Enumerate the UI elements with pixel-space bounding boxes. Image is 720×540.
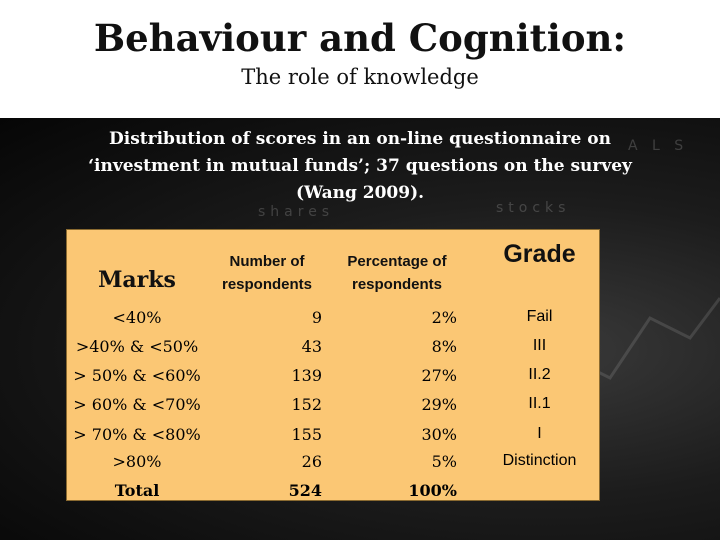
description-line-1: Distribution of scores in an on-line questionnaire on [109,129,611,149]
marks-cell: > 70% & <80% [73,425,201,444]
title-area [0,0,720,118]
total-label: Total [114,481,160,500]
slide-title: Behaviour and Cognition: [93,16,627,60]
header-number-line-1: Number of [229,253,305,270]
header-percentage-line-2: respondents [351,276,442,293]
description-text [20,126,700,207]
grade-cell: II.2 [528,366,551,383]
header-marks: Marks [98,267,176,293]
percentage-cell: 27% [421,366,457,385]
header-percentage-line-1: Percentage of [347,253,447,270]
marks-cell: <40% [112,308,162,327]
number-cell: 152 [291,395,322,414]
header-grade: Grade [503,240,576,268]
header-percentage-of-respondents [332,250,462,296]
background-word-stocks: stocks [496,200,571,216]
percentage-cell: 2% [431,308,457,327]
number-cell: 43 [301,337,322,356]
marks-cell: >80% [112,452,162,471]
percentage-cell: 30% [421,425,457,444]
background-word-shares: shares [258,204,335,220]
marks-cell: > 60% & <70% [73,395,201,414]
marks-cell: >40% & <50% [75,337,199,356]
number-cell: 139 [291,366,322,385]
slide-subtitle: The role of knowledge [241,65,479,89]
grade-cell: I [537,425,542,442]
percentage-cell: 5% [431,452,457,471]
total-number: 524 [288,481,322,500]
number-cell: 26 [301,452,322,471]
percentage-cell: 8% [431,337,457,356]
description-line-2: ‘investment in mutual funds’; 37 questions on the survey [88,156,632,176]
percentage-cell: 29% [421,395,457,414]
header-number-line-2: respondents [221,276,312,293]
number-cell: 155 [291,425,322,444]
header-number-of-respondents [207,250,327,296]
grade-cell: Distinction [502,452,577,469]
grade-cell: III [532,337,547,354]
number-cell: 9 [311,308,322,327]
marks-cell: > 50% & <60% [73,366,201,385]
total-percentage: 100% [408,481,457,500]
grade-cell: II.1 [528,395,551,412]
description-line-3: (Wang 2009). [295,183,425,203]
score-distribution-table [66,229,600,501]
background-word-als: A L S [628,138,689,154]
grade-cell: Fail [526,308,553,325]
